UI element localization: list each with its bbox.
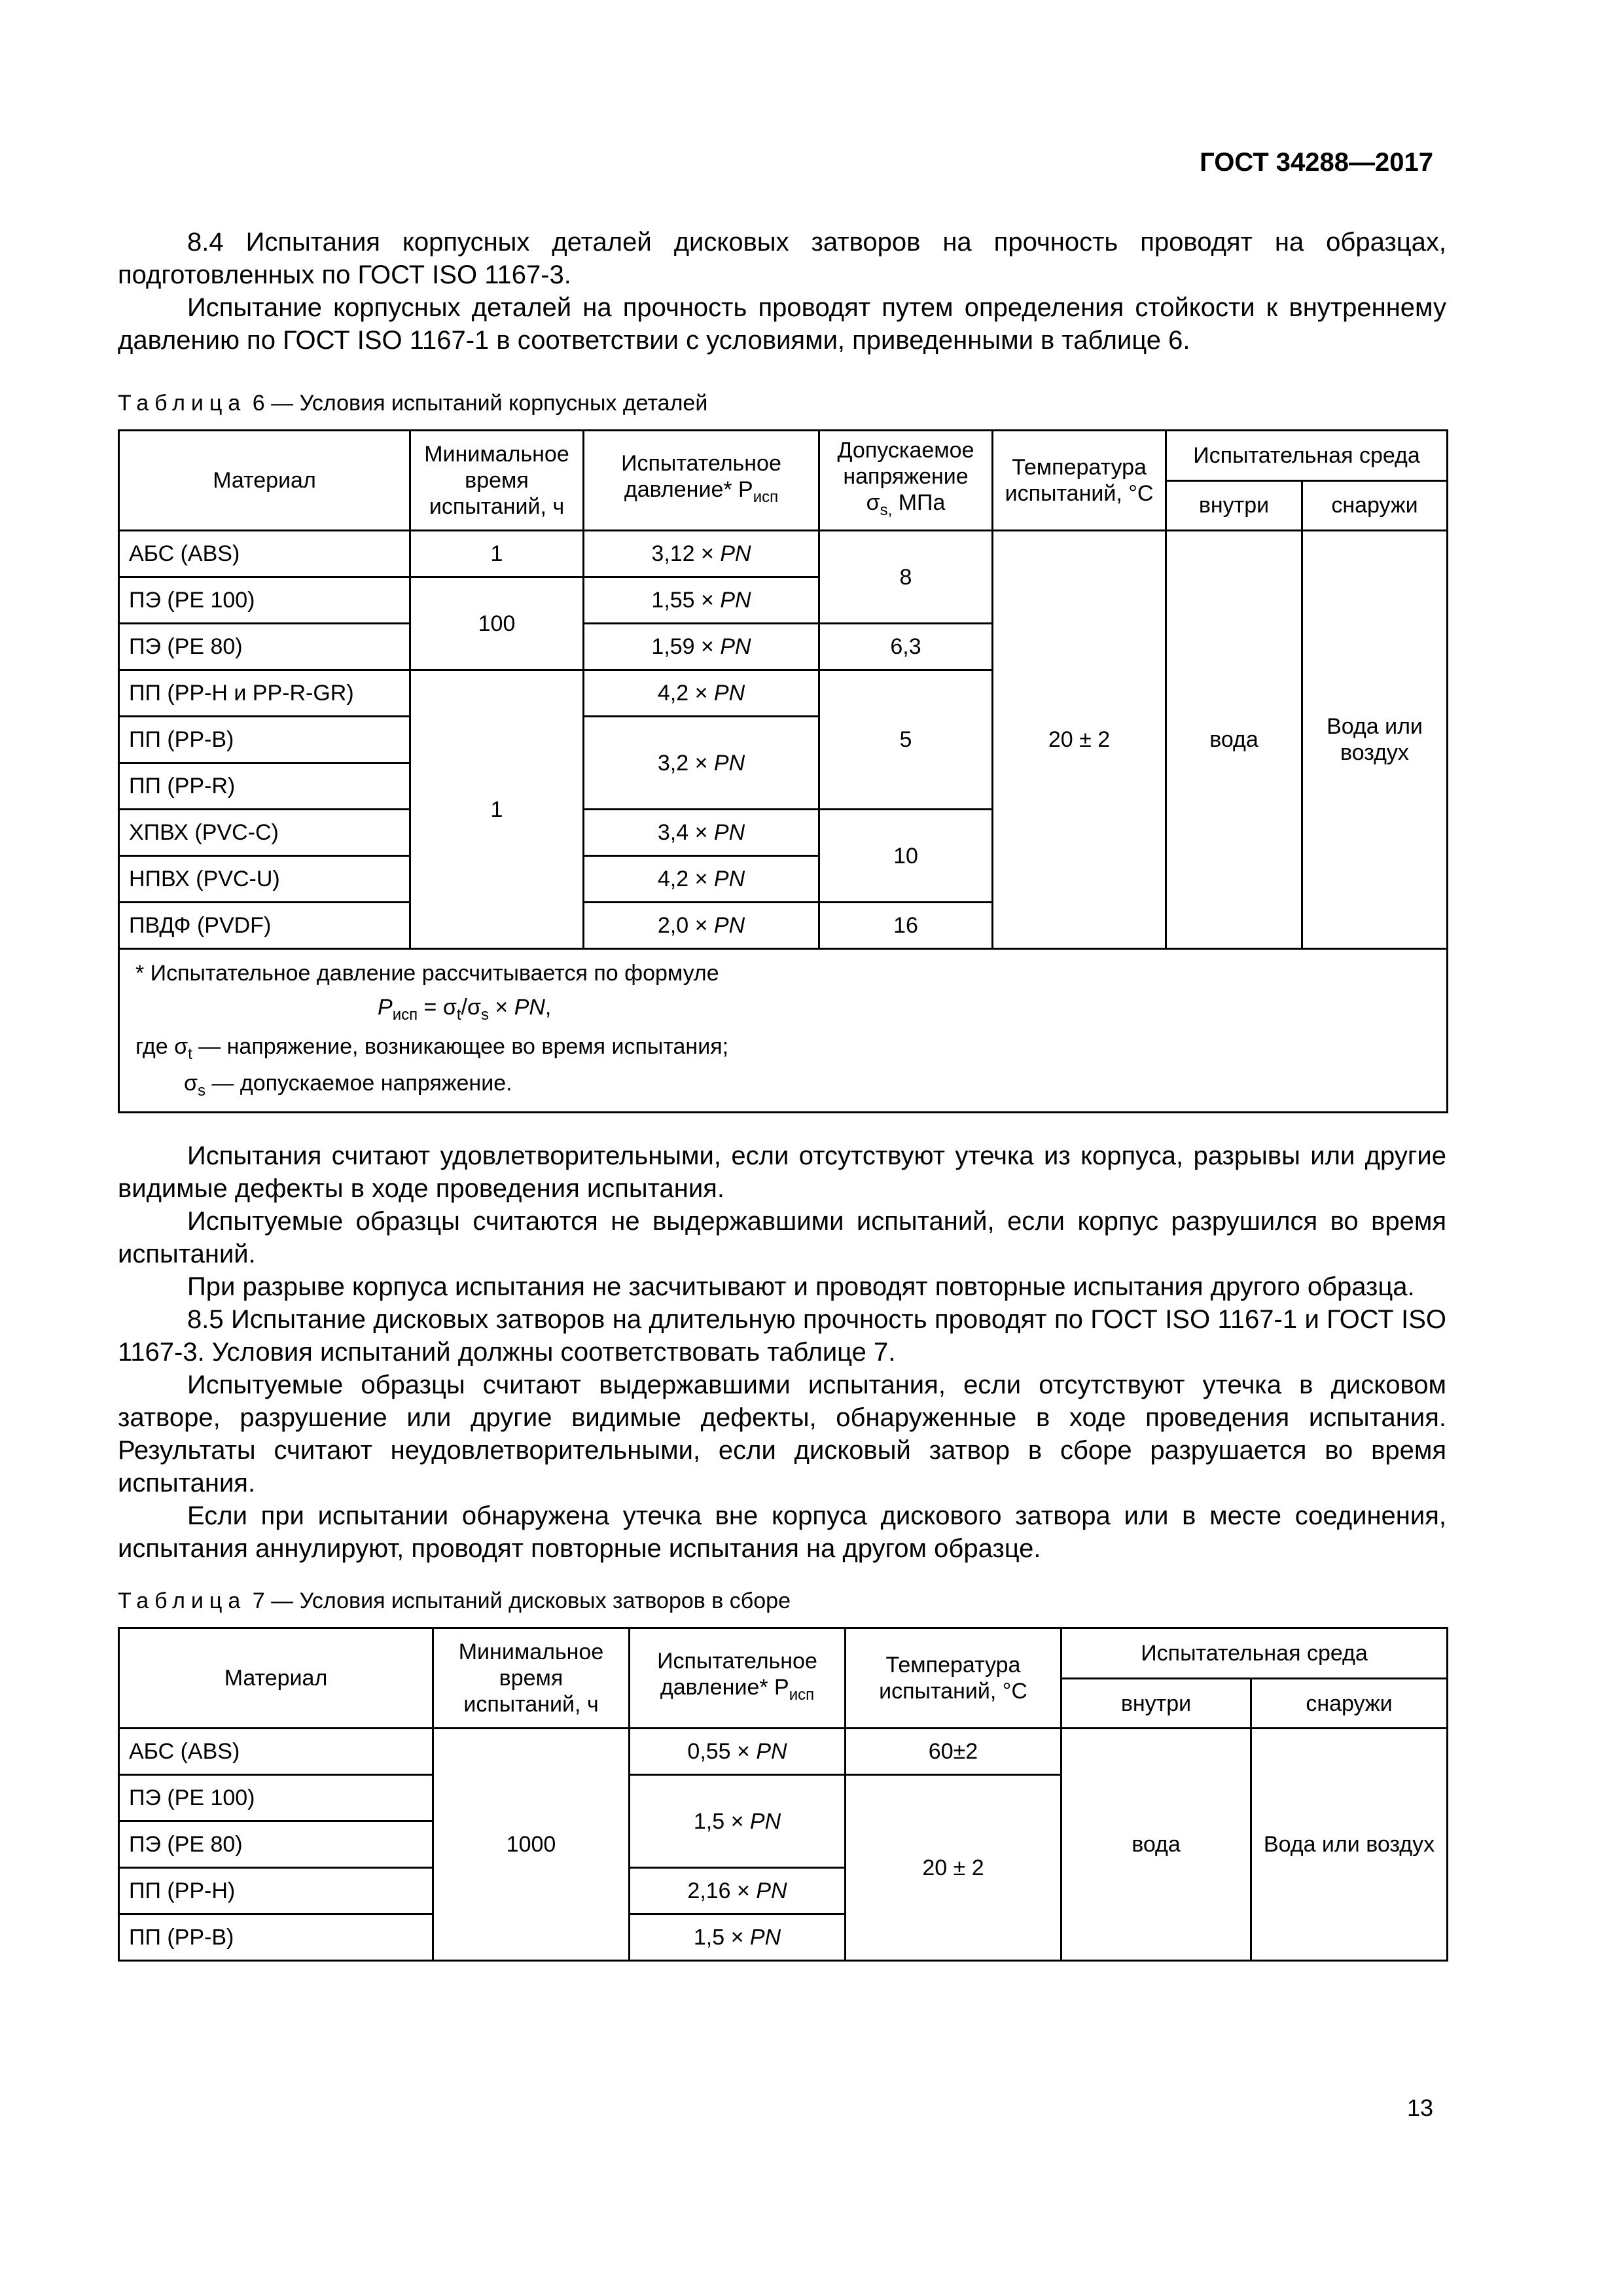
cell-pressure: 0,55 × PN bbox=[630, 1729, 846, 1775]
cell-time: 1 bbox=[410, 531, 584, 577]
paragraph: При разрыве корпуса испытания не засчитывают и проводят повторные испытания другого образца. bbox=[187, 1272, 1415, 1302]
page-content bbox=[118, 226, 1446, 1962]
paragraph: Испытания считают удовлетворительными, если отсутствуют утечка из корпуса, разрывы или другие видимые дефекты в ходе проведения испытания. bbox=[118, 1141, 1446, 1204]
header-outside: снаружи bbox=[1302, 480, 1448, 531]
cell-stress: 16 bbox=[819, 903, 993, 949]
cell-stress: 8 bbox=[819, 531, 993, 624]
cell-material: ПП (PP-B) bbox=[119, 717, 410, 763]
header-pressure: Испытательное давление* $P_{исп}$ bbox=[630, 1628, 846, 1729]
cell-stress: 6,3 bbox=[819, 624, 993, 670]
cell-outside: Вода или воздух bbox=[1302, 531, 1448, 949]
cell-material: ПЭ (PE 100) bbox=[119, 1775, 433, 1821]
paragraph: Если при испытании обнаружена утечка вне корпуса дискового затвора или в месте соединения, испытания аннулируют, проводят повторные испытания на другом образце. bbox=[118, 1501, 1446, 1564]
table-row bbox=[119, 531, 1448, 577]
note-formula: $P_{исп} = \sigma_t/\sigma_s$ × PN, bbox=[378, 995, 552, 1024]
table-6-caption bbox=[118, 391, 1446, 416]
header-min-time: Минимальное время испытаний, ч bbox=[433, 1628, 630, 1729]
header-material: Материал bbox=[119, 1628, 433, 1729]
cell-temperature: 20 ± 2 bbox=[846, 1775, 1061, 1961]
cell-pressure: 1,5 × PN bbox=[630, 1775, 846, 1868]
header-material: Материал bbox=[119, 431, 410, 531]
cell-material: АБС (ABS) bbox=[119, 531, 410, 577]
header-inside: внутри bbox=[1061, 1678, 1251, 1729]
page-number: 13 bbox=[1406, 2094, 1433, 2121]
cell-pressure: 2,0 × PN bbox=[584, 903, 819, 949]
caption-word: Таблица bbox=[118, 391, 247, 416]
cell-temperature: 20 ± 2 bbox=[993, 531, 1166, 949]
header-medium: Испытательная среда bbox=[1166, 431, 1448, 481]
caption-word: Таблица bbox=[118, 1588, 247, 1614]
cell-material: ПП (PP-H и PP-R-GR) bbox=[119, 670, 410, 717]
paragraph: 8.5 Испытание дисковых затворов на длительную прочность проводят по ГОСТ ISO 1167-1 и ГОСТ ISO 1167-3. Условия испытаний должны соответствовать таблице 7. bbox=[118, 1305, 1446, 1367]
cell-inside: вода bbox=[1061, 1729, 1251, 1961]
cell-material: ПЭ (PE 100) bbox=[119, 577, 410, 624]
header-outside: снаружи bbox=[1251, 1678, 1448, 1729]
cell-material: ПП (PP-H) bbox=[119, 1868, 433, 1914]
paragraph: 8.4 Испытания корпусных деталей дисковых затворов на прочность проводят на образцах, подготовленных по ГОСТ ISO 1167-3. bbox=[118, 228, 1446, 289]
cell-material: ПВДФ (PVDF) bbox=[119, 903, 410, 949]
cell-material: ХПВХ (PVC-C) bbox=[119, 810, 410, 856]
document-header: ГОСТ 34288—2017 bbox=[1200, 148, 1433, 177]
cell-pressure: 4,2 × PN bbox=[584, 856, 819, 903]
cell-temperature: 60±2 bbox=[846, 1729, 1061, 1775]
table-7-caption bbox=[118, 1588, 1446, 1614]
cell-material: НПВХ (PVC-U) bbox=[119, 856, 410, 903]
cell-inside: вода bbox=[1166, 531, 1302, 949]
cell-pressure: 4,2 × PN bbox=[584, 670, 819, 717]
note-where-t: где $\sigma_t$ — напряжение, возникающее во время испытания; bbox=[135, 1033, 729, 1063]
header-min-time: Минимальное время испытаний, ч bbox=[410, 431, 584, 531]
cell-time: 1 bbox=[410, 670, 584, 949]
paragraph: Испытуемые образцы считаются не выдержавшими испытаний, если корпус разрушился во время испытаний. bbox=[118, 1207, 1446, 1269]
header-inside: внутри bbox=[1166, 480, 1302, 531]
header-pressure: Испытательное давление* $P_{исп}$ bbox=[584, 431, 819, 531]
caption-text: 7 — Условия испытаний дисковых затворов в сборе bbox=[252, 1588, 791, 1614]
cell-stress: 5 bbox=[819, 670, 993, 810]
header-medium: Испытательная среда bbox=[1061, 1628, 1448, 1679]
cell-material: ПЭ (PE 80) bbox=[119, 1821, 433, 1868]
paragraph: Испытание корпусных деталей на прочность проводят путем определения стойкости к внутреннему давлению по ГОСТ ISO 1167-1 в соответствии с условиями, приведенными в таблице 6. bbox=[118, 293, 1446, 355]
note-where-s: $\sigma_s$ — допускаемое напряжение. bbox=[184, 1070, 512, 1100]
table-row bbox=[119, 1729, 1448, 1775]
cell-pressure: 3,4 × PN bbox=[584, 810, 819, 856]
header-temperature: Температура испытаний, °С bbox=[846, 1628, 1061, 1729]
cell-material: ПП (PP-R) bbox=[119, 763, 410, 810]
table-7 bbox=[118, 1627, 1448, 1962]
header-temperature: Температура испытаний, °С bbox=[993, 431, 1166, 531]
cell-pressure: 3,12 × PN bbox=[584, 531, 819, 577]
caption-text: 6 — Условия испытаний корпусных деталей bbox=[252, 391, 708, 416]
cell-material: ПП (PP-B) bbox=[119, 1914, 433, 1961]
cell-pressure: 2,16 × PN bbox=[630, 1868, 846, 1914]
note-line: * Испытательное давление рассчитывается по формуле bbox=[135, 961, 719, 986]
cell-time: 1000 bbox=[433, 1729, 630, 1961]
cell-pressure: 1,55 × PN bbox=[584, 577, 819, 624]
cell-pressure: 3,2 × PN bbox=[584, 717, 819, 810]
cell-outside: Вода или воздух bbox=[1251, 1729, 1448, 1961]
cell-material: ПЭ (PE 80) bbox=[119, 624, 410, 670]
cell-pressure: 1,5 × PN bbox=[630, 1914, 846, 1961]
cell-time: 100 bbox=[410, 577, 584, 670]
cell-pressure: 1,59 × PN bbox=[584, 624, 819, 670]
cell-stress: 10 bbox=[819, 810, 993, 903]
header-stress: Допускаемое напряжение $\sigma_{s,}$ МПа bbox=[819, 431, 993, 531]
cell-material: АБС (ABS) bbox=[119, 1729, 433, 1775]
table-note bbox=[119, 949, 1448, 1113]
table-6 bbox=[118, 429, 1448, 1113]
paragraph: Испытуемые образцы считают выдержавшими испытания, если отсутствуют утечка в дисковом затворе, разрушение или другие видимые дефекты, обнаруженные в ходе проведения испытания. Результаты считают неудовлетворительными, если дисковый затвор в сборе разрушается во время испытания. bbox=[118, 1371, 1446, 1498]
